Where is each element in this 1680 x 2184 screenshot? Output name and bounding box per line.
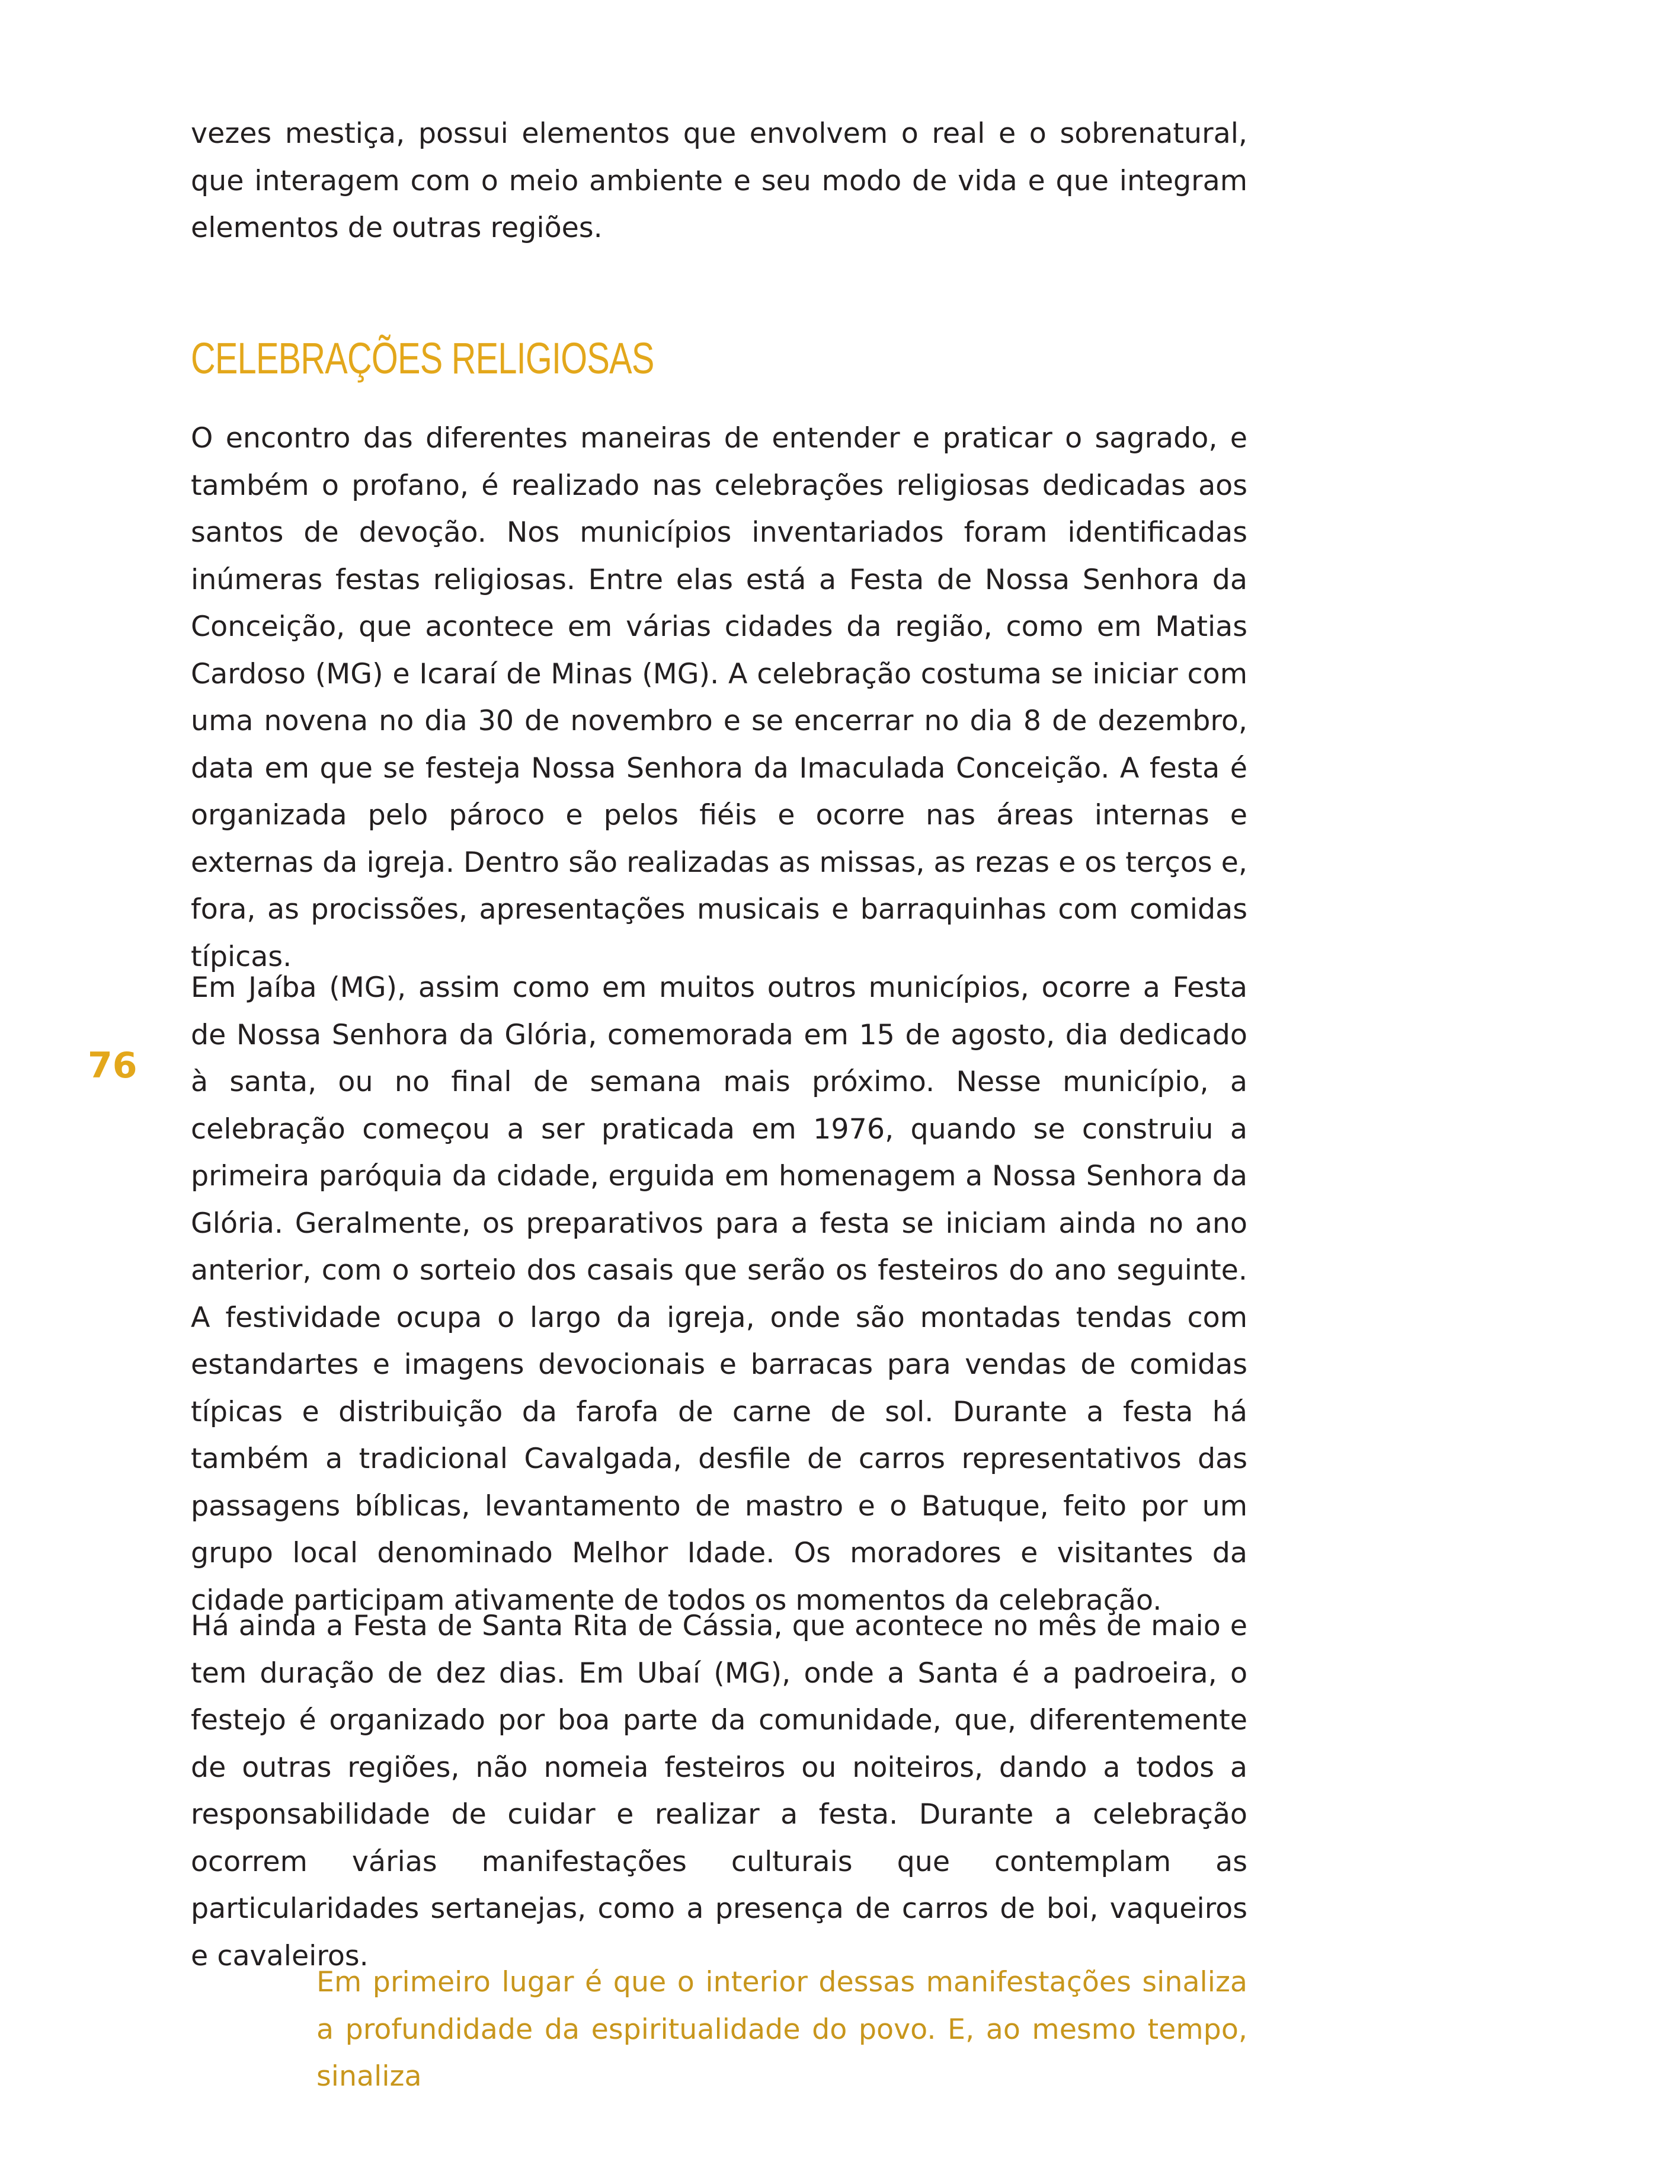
section-heading: CELEBRAÇÕES RELIGIOSAS <box>191 334 654 383</box>
page-number: 76 <box>88 1045 137 1086</box>
paragraph-santa-rita: Há ainda a Festa de Santa Rita de Cássia, que acontece no mês de maio e tem duração de dez dias. Em Ubaí (MG), onde a Santa é a padroeira, o festejo é organizado por boa parte da comunidade, que, diferentemente de outras regiões, não nomeia festeiros ou noiteiros, dando a todos a responsabilidade de cuidar e realizar a festa. Durante a celebração ocorrem várias manifestações culturais que contemplam as particularidades sertanejas, como a presença de carros de boi, vaqueiros e cavaleiros. <box>191 1610 1247 1972</box>
pull-quote: Em primeiro lugar é que o interior dessas manifestações sinaliza a profundidade da espiritualidade do povo. E, ao mesmo tempo, sinaliza <box>316 1966 1247 2093</box>
intro-paragraph: vezes mestiça, possui elementos que envolvem o real e o sobrenatural, que interagem com o meio ambiente e seu modo de vida e que integram elementos de outras regiões. <box>191 117 1247 244</box>
paragraph-conceicao: O encontro das diferentes maneiras de entender e praticar o sagrado, e também o profano, é realizado nas celebrações religiosas dedicadas aos santos de devoção. Nos municípios inventariados foram identificadas inúmeras festas religiosas. Entre elas está a Festa de Nossa Senhora da Conceição, que acontece em várias cidades da região, como em Matias Cardoso (MG) e Icaraí de Minas (MG). A celebração costuma se iniciar com uma novena no dia 30 de novembro e se encerrar no dia 8 de dezembro, data em que se festeja Nossa Senhora da Imaculada Conceição. A festa é organizada pelo pároco e pelos fiéis e ocorre nas áreas internas e externas da igreja. Dentro são realizadas as missas, as rezas e os terços e, fora, as procissões, apresentações musicais e barraquinhas com comidas típicas. <box>191 422 1247 973</box>
paragraph-gloria: Em Jaíba (MG), assim como em muitos outros municípios, ocorre a Festa de Nossa Senhora da Glória, comemorada em 15 de agosto, dia dedicado à santa, ou no final de semana mais próximo. Nesse município, a celebração começou a ser praticada em 1976, quando se construiu a primeira paróquia da cidade, erguida em homenagem a Nossa Senhora da Glória. Geralmente, os preparativos para a festa se iniciam ainda no ano anterior, com o sorteio dos casais que serão os festeiros do ano seguinte. A festividade ocupa o largo da igreja, onde são montadas tendas com estandartes e imagens devocionais e barracas para vendas de comidas típicas e distribuição da farofa de carne de sol. Durante a festa há também a tradicional Cavalgada, desfile de carros representativos das passagens bíblicas, levantamento de mastro e o Batuque, feito por um grupo local denominado Melhor Idade. Os moradores e visitantes da cidade participam ativamente de todos os momentos da celebração. <box>191 971 1247 1617</box>
